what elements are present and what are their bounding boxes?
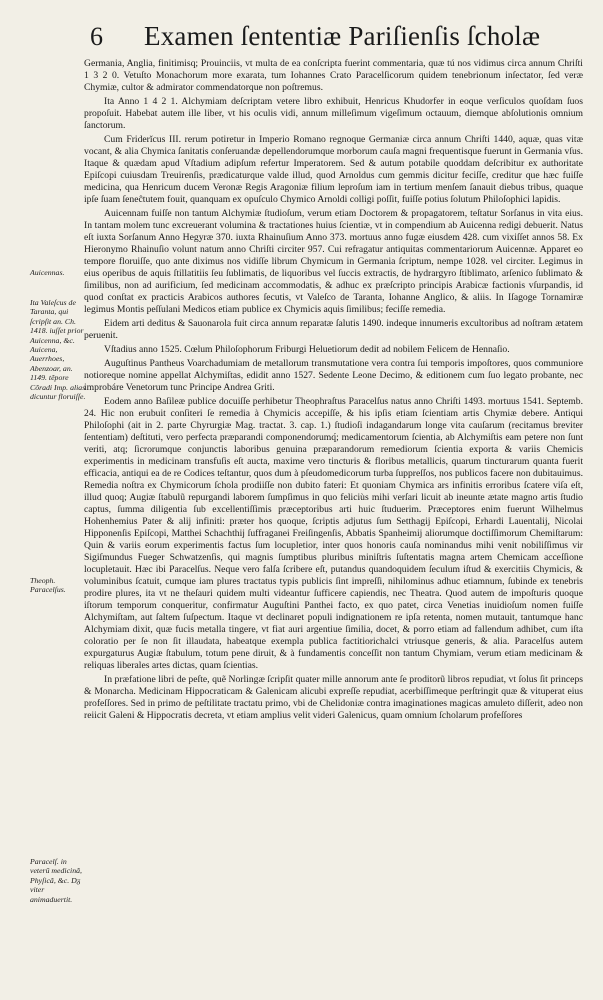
paragraph-1: Germania, Anglia, finitimisq; Prouinciis, vt multa de ea conſcripta fuerint commentaria, quæ tú nos vidimus circa annum Chriſti 1 3 2 0. Vetuſto Monachorum more exarata, tum Iohannes Crato Paracelſicorum quidem tenebrionum inſectator, ſed veræ Chymiæ, cultor & admirator commendatorque non poſtremus. bbox=[84, 58, 583, 93]
paragraph-7: Auguſtinus Pantheus Voarchadumiam de metallorum transmutatione vera contra ſui temporis impoſtores, quos communiore notioreque nomine appellat Alchymiſtas, edidit anno 1527. Sedente Leone Decimo, & editionem cum ſuo legato probante, nec improbáre Venetorum tunc Principe Andrea Griti. bbox=[84, 358, 583, 393]
paragraph-5: Eidem arti deditus & Sauonarola fuit circa annum reparatæ ſalutis 1490. indeque innumeris excultoribus ad noſtram ætatem peruenit. bbox=[84, 318, 583, 341]
paragraph-2: Ita Anno 1 4 2 1. Alchymiam deſcriptam vetere libro exhibuit, Henricus Khudorfer in eoque verſiculos quoſdam ſuos propoſuit. Habebat autem ille liber, vt his oculis vidi, annum milleſimum vigeſimum octauum, diemque abſolutionis omnium ſanctorum. bbox=[84, 96, 583, 131]
paragraph-8: Eodem anno Baſileæ publice docuiſſe perhibetur Theophraſtus Paracelſus natus anno Chriſti 1493. mortuus 1541. Septemb. 24. Hic non erubuit conſiteri ſe remedia à Chymicis accepiſſe, & his ipſis etiam ſcientiam artis Chymiæ debere. Antiqui Philoſophi (ait in 2. parte Chyrurgiæ Mag. tractat. 3. cap. 1.) ſtudioſi indagandarum longe vita cauſarum (recitamus breviter ſententiam) deſtituti, vero perfecta præparandi componendorumq́; medicamentorum ſcientia, ab Alchymiſtis eam petere non ſunt veriti, atq; ſicrorumque conjunctis laboribus genuina præparandorum remediorum ſcientia exporta & variis Chemicis experimentis in medicinam transfuſis eſt aucta, maxime vero tincturis & floribus metallicis, quarum tincturarum quanta fuerit efficacia, antiqui ea de re Codices teſtantur, quos dum à pſeudomedicorum turba ſuppreſſos, nos publicos facere non dubitauimus. Remedia noſtra ex Chymicorum ſchola prodiiſſe non dubito fateri: Et quoniam Chymica ars infinitis erroribus ſcatere viſa eſt, illud quoq; Augiæ ſtabulũ repurgandi laborem ſumpſimus in quo feliciùs mihi verſari licuit ab ineunte ætate magno artis ſtudio captus, ſumma diligentia ſub excellentiſſimis præceptoribus arti huic ſtuduerim. Præceptores enim fuerunt Wilhelmus Hohenhemius Pater & alij infiniti: præter hos quoque, ſcriptis adjutus ſum Setthagij Epiſcopi, Erhardi Lauentalij, Nicolai Hipponenſis Epiſcopi, Matthei Schachthij ſuffraganei Freiſingenſis, Abbatis Spanheimij aliorumque doctiſſimorum Chemiſtarum: Quin & variis eorum experimentis factus ſum locupletior, inter quos honoris cauſa nominandus mihi venit nobiliſſimus vir Sigiſmundus Fueger Schwatzenſis, qui magnis ſumptibus pluribus miniſtris ſuſtentatis magna artem Chemicam acceſſione locupletauit. Hæc ibi Paracelſus. Neque vero falſa ſcribere eſt, putandus quandoquidem ſeculum iſtud & exercitiis Chymicis, & voluminibus ſcatuit, cumque iam plures tractatus typis publicis ſint impreſſi, nihilominus adhuc etiamnum, ſubinde ex tenebris prodire plures, ita vt ne theſauri quidem multi videantur ſufficere capiendis, nec Theatra. Quod autem de impoſturis quoque iſtorum temporum conqueritur, confirmatur Auguſtini Panthei facto, ex quo patet, circa Venetias inuidioſum nomen fuiſſe Alchymiſtam, aut ſaltem ſuſpectum. Itaque vt declinaret populi indignationem re ipſa retenta, nomen mutauit, tantumque hanc Alchymiam dixit, quæ fucis metalla tingere, vt fiat auri argentiue ſimilia, docet, & porro etiam ad fallendum adhibet, cum iſta coloratio per ſe non ſit illaudata, habeatque exempla publica factitiorichalci vtriusque generis, & alia. Paracelſus autem expurgaturus Augiæ ſtabulum, totum pene diruit, & à fundamentis conceſſit non tantum Chymiam, verum etiam medicinam & reliquas liberales artes dictas, quam ſcientias. bbox=[84, 396, 583, 671]
paragraph-3: Cum Friderĭcus III. rerum potiretur in Imperio Romano regnoque Germaniæ circa annum Chriſti 1440, aquæ, quas vitæ vocant, & alia Chymica ſanitatis conſeruandæ depellendorumque morborum cauſa magni frequentisque fuerunt in Germania vſus. Itaque & quædam apud Vſtadium adipſum refertur Imperatorem. Sed & autum potabile quoddam deſcribitur ex authoritate Epiſcopi cuiusdam Treuirenſis, prædicaturque valde illud, quod Arnoldus cum gemmis dicitur feciſſe, creditur que hæc fuiſſe medicina, qua Henricum ducem Veronæ Regis Aragoniæ filium leproſum iam in tertium menſem ſanauit diebus tribus, quaque ipſe ſuam ſeneĉtutem fouit, quanquam ex opuſculo Chymico Arnoldi colligi poſſit, fuiſſe potius ſolutum Philoſophici lapidis. bbox=[84, 134, 583, 205]
margin-note-auicennas: Auicennas. bbox=[30, 268, 65, 277]
main-text-column bbox=[84, 58, 583, 724]
paragraph-9: In præfatione libri de peſte, quẽ Norlingæ ſcripſit quater mille annorum ante ſe proditorũ libros repudiat, vt ſolus ſit princeps & Monarcha. Medicinam Hippocraticam & Galenicam alicubi expreſſe repudiat, acerbiſſimeque perſtringit quæ & vituperat eius profeſſores. Sed in primo de peſtilitate tractatu primo, vbi de Chelidoniæ contra imaginationes magicas amuleto diſſerit, adeo non reiicit Galeni & Hippocratis decreta, vt etiam amplius velit videri Galenicus, quam omnium ſcholarum profeſſores bbox=[84, 674, 583, 721]
margin-note-paracelsus: Paracelſ. in veterũ medicinã, Phyſicã, &c. Dᵹ viter animaduertit. bbox=[30, 857, 82, 904]
page-header bbox=[66, 20, 575, 56]
paragraph-6: Vſtadius anno 1525. Cœlum Philoſophorum Friburgi Heluetiorum dedit ad nobilem Felicem de Hennaſio. bbox=[104, 344, 510, 355]
running-head: Examen ſententiæ Pariſienſis ſcholæ bbox=[144, 21, 541, 51]
paragraph-4: Auicennam fuiſſe non tantum Alchymiæ ſtudioſum, verum etiam Doctorem & propagatorem, teſtatur Sorſanus in vita eius. In tantam molem tunc excreuerant volumina & tractationes huius ſcientiæ, vt in compendium ab Auicenna redigi debuerit. Natus eſt iuxta Sorſanum Anno Hegyræ 370. iuxta Rhainuſium Anno 373. mortuus anno fugæ eiusdem 428. cum vixiſſet annos 58. Ex Hieronymo Rhainuſio volunt natum anno Chriſti circiter 957. Cui refragatur antiquitas commentariorum Auicennæ. Apparet eo tempore floruiſſe, quo ante diximus nos vidiſſe librum Chymicum in Germania ſcriptum, nempe 1028. vel circiter. Legimus in eius operibus de aquis ſtillatitiis ſeu ſublimatis, de liquoribus vel ſuccis extractis, de hydrargyro ſtiblimato, arſenico ſublimato & ſimilibus, non ad aurificium, ſed medicinam accommodatis, & adhuc ex præſcripto principis Arabicæ factionis vſurpandis, id quod conſtat ex practicis Arabicos authores ſecutis, vt Valeſco de Taranta, Iohanne Anglico, & aliis. In Iſagoge Tornamiræ legimus Montis peſſulani Medicos etiam publice ex Chymicis aquis ſimilibus; feciſſe remedia. bbox=[84, 208, 583, 315]
margin-note-theophrastus: Theoph. Paracelſus. bbox=[30, 576, 66, 595]
page-number: 6 bbox=[90, 22, 103, 51]
margin-note-valescus: Ita Valeſcus de Taranta, qui ſcripſit an. Ch. 1418. iuſſet prior Auicenna, &c. Auicena, Auerrhoes, Abenzoar, an. 1149. tẽpore Cõradi Imp. alias dicuntur floruiſſe. bbox=[30, 298, 86, 402]
